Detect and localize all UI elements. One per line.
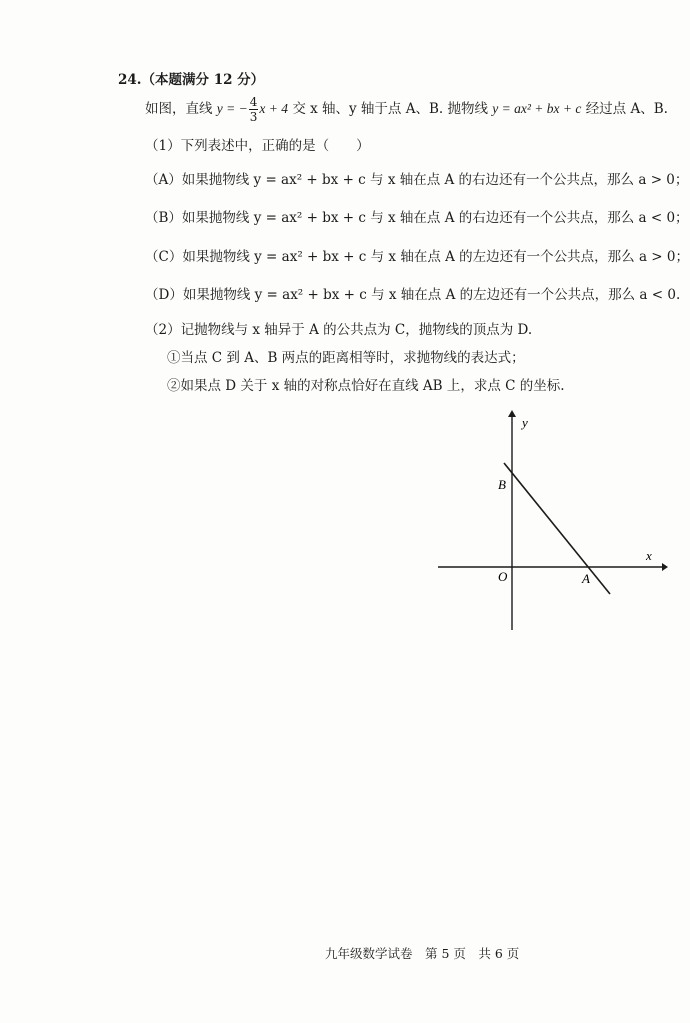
line-ab <box>504 463 610 594</box>
y-label: y <box>522 415 528 430</box>
part2-prompt: （2）记抛物线与 x 轴异于 A 的公共点为 C，抛物线的顶点为 D. <box>145 322 533 338</box>
coordinate-figure <box>430 405 670 635</box>
option-c: （C）如果抛物线 y = ax² + bx + c 与 x 轴在点 A 的左边还有一个公共点，那么 a > 0； <box>145 249 689 265</box>
option-d: （D）如果抛物线 y = ax² + bx + c 与 x 轴在点 A 的左边还有一个公共点，那么 a < 0. <box>145 287 681 303</box>
question-stem: 如图，直线 y = − $\frac{4}{3}$ x + 4 交 x 轴、y 轴于点 A、B. 抛物线 y = ax² + bx + c 经过点 A、B. <box>145 95 668 124</box>
page-footer: 九年级数学试卷 第 5 页 共 6 页 <box>325 946 520 961</box>
y-axis-arrow <box>508 410 516 417</box>
x-label: x <box>646 548 652 563</box>
x-axis-arrow <box>662 563 668 571</box>
point-a-label: A <box>582 571 590 586</box>
origin-label: O <box>498 569 508 584</box>
point-b-label: B <box>498 477 506 492</box>
option-a: （A）如果抛物线 y = ax² + bx + c 与 x 轴在点 A 的右边还有一个公共点，那么 a > 0； <box>145 172 689 188</box>
fraction: $\frac{4}{3}$ <box>249 95 258 124</box>
part1-prompt: （1）下列表述中，正确的是（ ） <box>145 138 370 154</box>
part2-sub2: ②如果点 D 关于 x 轴的对称点恰好在直线 AB 上，求点 C 的坐标. <box>167 378 565 394</box>
question-number: 24.（本题满分 12 分） <box>118 72 265 88</box>
option-b: （B）如果抛物线 y = ax² + bx + c 与 x 轴在点 A 的右边还有一个公共点，那么 a < 0； <box>145 210 689 226</box>
part2-sub1: ①当点 C 到 A、B 两点的距离相等时，求抛物线的表达式； <box>167 350 525 366</box>
